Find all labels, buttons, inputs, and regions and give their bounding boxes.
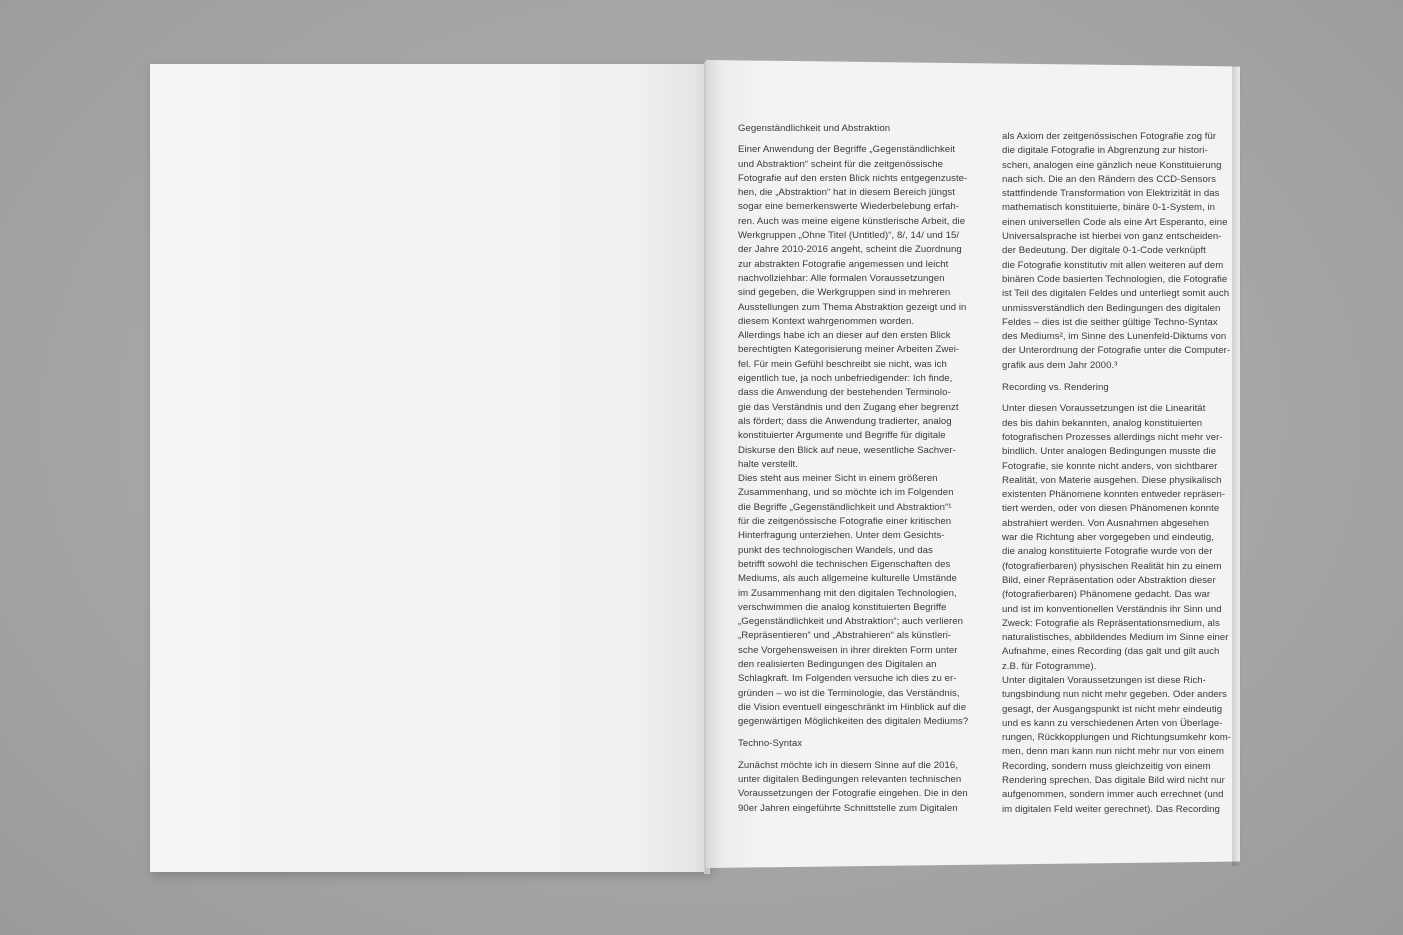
text-column-left xyxy=(738,122,983,816)
paragraph: Zunächst möchte ich in diesem Sinne auf die 2016, unter digitalen Bedingungen relevanten technischen Voraussetzungen der Fotografie eingehen. Die in den 90er Jahren eingeführte Schnittstelle zum Digitalen xyxy=(738,759,968,814)
section-heading-techno-syntax: Techno-Syntax xyxy=(738,738,803,750)
paragraph: Unter diesen Voraussetzungen ist die Linearität des bis dahin bekannten, analog konstituierten fotografischen Prozesses allerdings nicht mehr ver- bindlich. Unter analogen Bedingungen musste die Fotografie, sie konnte nicht anders, von sichtbarer Realität, von Materie ausgehen. Diese physikalisch existenten Phänomene konnten entweder repräsen- tiert werden, oder von diesen Phänomenen konnte abstrahiert werden. Von Ausnahmen abgesehen war die Richtung aber vorgegeben und eindeutig, die analog konstituierte Fotografie wurde von der (fotografierbaren) physischen Realität hin zu einem Bild, einer Repräsentation oder Abstraktion dieser (fotografierbaren) Phänomene gedacht. Das war und ist im konventionellen Verständnis ihr Sinn und Zweck: Fotografie als Repräsentationsmedium, als naturalistisches, abbildendes Medium im Sinne einer Aufnahme, eines Recording (das galt und gilt auch z.B. für Fotogramme). xyxy=(1002,403,1229,672)
left-page-blank xyxy=(150,64,710,872)
paragraph: als Axiom der zeitgenössischen Fotografie zog für die digitale Fotografie in Abgrenzung zur histori- schen, analogen eine gänzlich neue Konstituierung nach sich. Die an den Rändern des CCD-Sensors stattfindende Transformation von Elektrizität in das mathematisch konstituierte, binäre 0-1-System, in einen universellen Code als eine Art Esperanto, eine Universalsprache ist hierbei von ganz entscheiden- der Bedeutung. Der digitale 0-1-Code verknüpft die Fotografie konstitutiv mit allen weiteren auf dem binären Code basierten Technologien, die Fotografie ist Teil des digitalen Feldes und unterliegt somit auch unmissverständlich den Bedingungen des digitalen Feldes – dies ist die seither gültige Techno-Syntax des Mediums², im Sinne des Lunenfeld-Diktums von der Unterordnung der Fotografie unter die Computer- grafik aus dem Jahr 2000.³ xyxy=(1002,131,1231,371)
section-heading-recording-vs-rendering: Recording vs. Rendering xyxy=(1002,382,1109,394)
section-heading-gegenstaendlichkeit: Gegenständlichkeit und Abstraktion xyxy=(738,123,891,134)
paragraph: Dies steht aus meiner Sicht in einem größeren Zusammenhang, und so möchte ich im Folgenden die Begriffe „Gegenständlichkeit und Abstraktion“¹ für die zeitgenössische Fotografie einer kritischen Hinterfragung unterziehen. Unter dem Gesichts- punkt des technologischen Wandels, und das betrifft sowohl die technischen Eigenschaften des Mediums, als auch allgemeine kulturelle Umstände im Zusammenhang mit den digitalen Technologien, verschwimmen die analog konstituierten Begriffe „Gegenständlichkeit und Abstraktion“; auch verlieren „Repräsentieren“ und „Abstrahieren“ als künstleri- sche Vorgehensweisen in ihrer direkten Form unter den realisierten Bedingungen des Digitalen an Schlagkraft. Im Folgenden versuche ich dies zu er- gründen – wo ist die Terminologie, das Verständnis, die Vision eventuell eingeschränkt im Hinblick auf die gegenwärtigen Möglichkeiten des digitalen Mediums? xyxy=(738,473,969,728)
paragraph: Einer Anwendung der Begriffe „Gegenständlichkeit und Abstraktion“ scheint für die zeitgenössische Fotografie auf den ersten Blick nichts entgegenzuste- hen, die „Abstraktion“ hat in diesem Bereich jüngst sogar eine bemerkenswerte Wiederbelebung erfah- ren. Auch was meine eigene künstlerische Arbeit, die Werkgruppen „Ohne Titel (Untitled)“, 8/, 14/ und 15/ der Jahre 2010-2016 angeht, scheint die Zuordnung zur abstrakten Fotografie angemessen und leicht nachvollziehbar: Alle formalen Voraussetzungen sind gegeben, die Werkgruppen sind in mehreren Ausstellungen zum Thema Abstraktion gezeigt und in diesem Kontext wahrgenommen worden. xyxy=(738,144,968,327)
paragraph: Allerdings habe ich an dieser auf den ersten Blick berechtigten Kategorisierung meiner Arbeiten Zwei- fel. Für mein Gefühl beschreibt sie nicht, was ich eigentlich tue, ja noch unbefriedigender: Ich finde, dass die Anwendung der bestehenden Terminolo- gie das Verständnis und den Zugang eher begrenzt als fördert; dass die Anwendung tradierter, analog konstituierter Argumente und Begriffe für digitale Diskurse den Blick auf neue, wesentliche Sachver- halte verstellt. xyxy=(738,330,960,470)
text-column-right xyxy=(1002,130,1234,817)
paragraph: Unter digitalen Voraussetzungen ist diese Rich- tungsbindung nun nicht mehr gegeben. Oder anders gesagt, der Ausgangspunkt ist nicht mehr eindeutig und es kann zu verschiedenen Arten von Überlage- rungen, Rückkopplungen und Richtungsumkehr kom- men, denn man kann nun nicht mehr nur von einem Recording, sondern muss gleichzeitig von einem Rendering sprechen. Das digitale Bild wird nicht nur aufgenommen, sondern immer auch errechnet (und im digitalen Feld weiter gerechnet). Das Recording xyxy=(1002,674,1231,815)
